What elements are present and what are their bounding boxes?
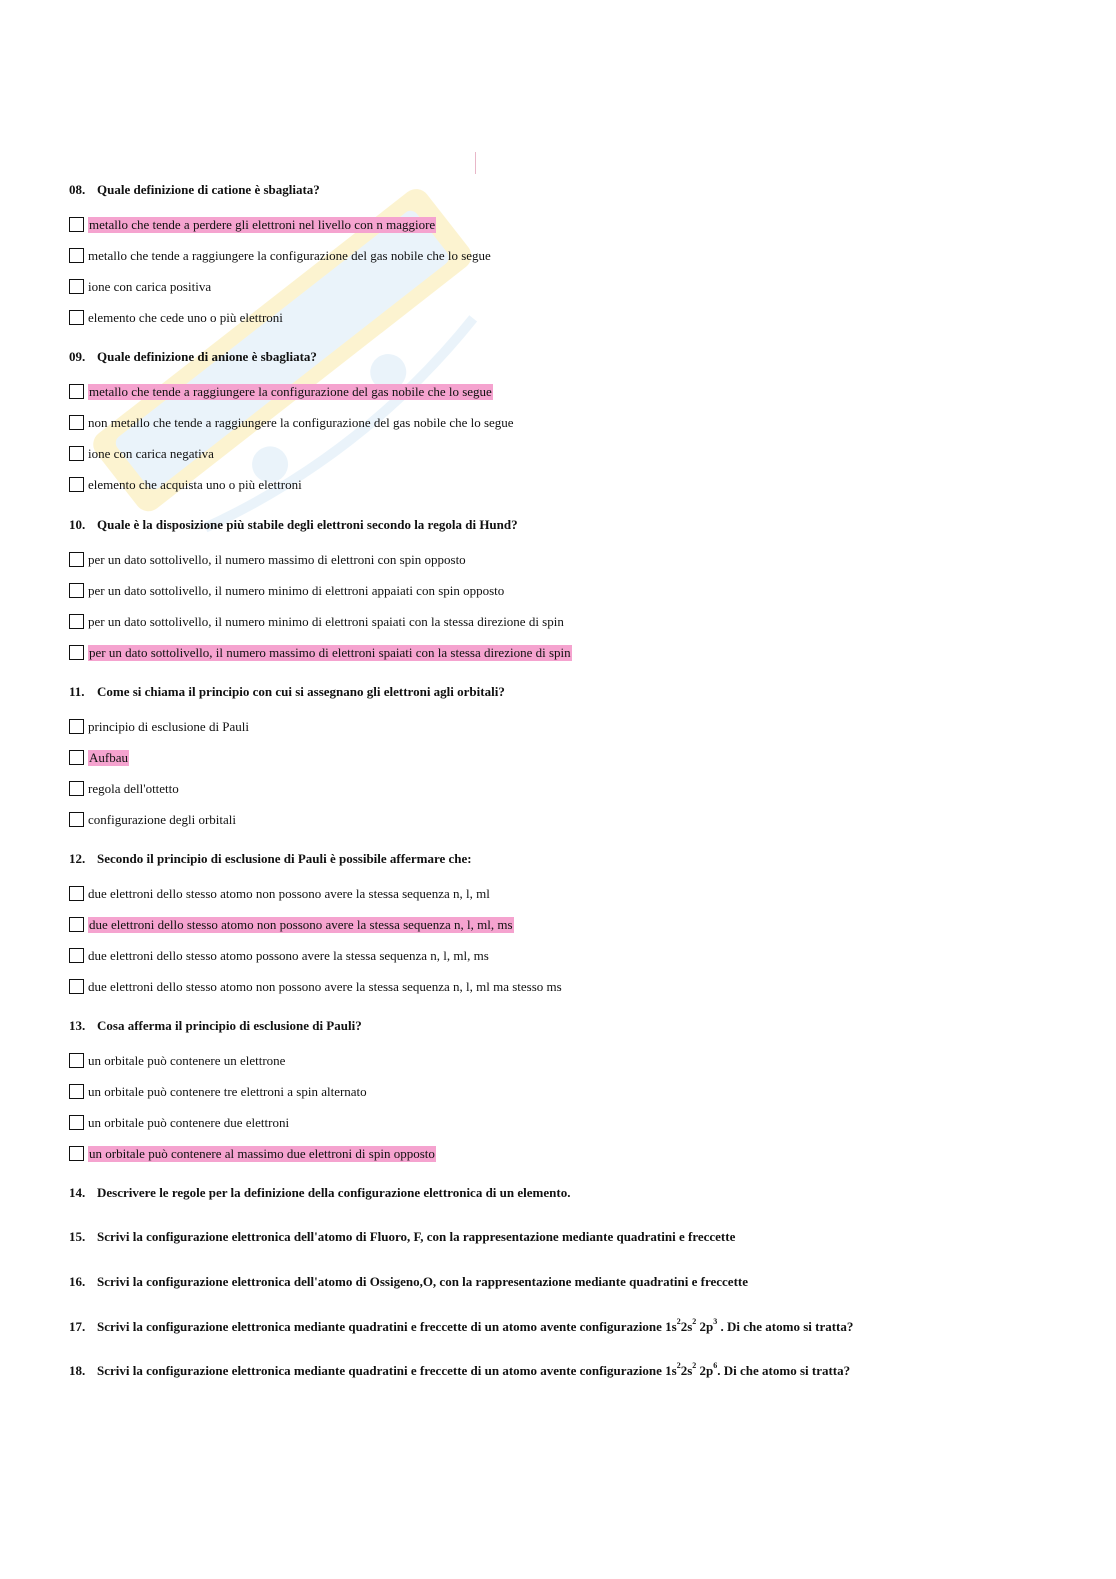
checkbox[interactable] xyxy=(69,552,84,567)
question-title xyxy=(69,683,1059,701)
question-number: 08. xyxy=(69,182,86,197)
answer-option[interactable] xyxy=(69,1138,1059,1169)
question-text-part: . Di che atomo si tratta? xyxy=(717,1319,854,1334)
question-17 xyxy=(69,1316,854,1335)
question-text: Secondo il principio di esclusione di Pauli è possibile affermare che: xyxy=(97,851,472,866)
checkbox[interactable] xyxy=(69,948,84,963)
option-text: non metallo che tende a raggiungere la configurazione del gas nobile che lo segue xyxy=(88,414,514,430)
question-title xyxy=(69,850,1059,868)
question-text-part: 2s xyxy=(680,1363,693,1378)
question-09 xyxy=(69,348,1059,500)
question-14 xyxy=(69,1185,570,1201)
option-text-highlighted: metallo che tende a raggiungere la configurazione del gas nobile che lo segue xyxy=(89,383,492,399)
checkbox[interactable] xyxy=(69,719,84,734)
answer-option[interactable] xyxy=(69,1045,1059,1076)
question-number: 11. xyxy=(69,684,85,699)
option-text: due elettroni dello stesso atomo non possono avere la stessa sequenza n, l, ml xyxy=(88,885,490,901)
question-title xyxy=(69,348,1059,366)
question-18 xyxy=(69,1360,851,1379)
question-number: 18. xyxy=(69,1363,86,1378)
option-text: un orbitale può contenere un elettrone xyxy=(88,1052,286,1068)
checkbox[interactable] xyxy=(69,781,84,796)
answer-option[interactable] xyxy=(69,209,1059,240)
option-text: elemento che cede uno o più elettroni xyxy=(88,309,283,325)
question-text: Quale definizione di catione è sbagliata? xyxy=(97,182,320,197)
checkbox[interactable] xyxy=(69,415,84,430)
checkbox[interactable] xyxy=(69,446,84,461)
answer-option[interactable] xyxy=(69,606,1059,637)
question-text: Descrivere le regole per la definizione della configurazione elettronica di un elemento. xyxy=(97,1185,571,1200)
answer-option[interactable] xyxy=(69,407,1059,438)
answer-option[interactable] xyxy=(69,637,1059,668)
question-text: Cosa afferma il principio di esclusione di Pauli? xyxy=(97,1018,362,1033)
answer-option[interactable] xyxy=(69,909,1059,940)
page-top-mark xyxy=(475,152,476,174)
option-text: configurazione degli orbitali xyxy=(88,811,237,827)
answer-option[interactable] xyxy=(69,940,1059,971)
checkbox[interactable] xyxy=(69,750,84,765)
option-text: metallo che tende a raggiungere la configurazione del gas nobile che lo segue xyxy=(88,247,491,263)
superscript: 2 xyxy=(676,1316,681,1326)
checkbox[interactable] xyxy=(69,812,84,827)
superscript: 3 xyxy=(713,1316,718,1326)
question-title xyxy=(69,516,1059,534)
question-text-part: 2p xyxy=(696,1319,714,1334)
checkbox[interactable] xyxy=(69,917,84,932)
checkbox[interactable] xyxy=(69,1146,84,1161)
checkbox[interactable] xyxy=(69,645,84,660)
answer-option[interactable] xyxy=(69,575,1059,606)
option-text-highlighted: due elettroni dello stesso atomo non possono avere la stessa sequenza n, l, ml, ms xyxy=(89,916,513,932)
option-text: due elettroni dello stesso atomo possono avere la stessa sequenza n, l, ml, ms xyxy=(88,947,489,963)
option-text: per un dato sottolivello, il numero minimo di elettroni appaiati con spin opposto xyxy=(88,582,505,598)
question-08 xyxy=(69,181,1059,333)
option-text: elemento che acquista uno o più elettroni xyxy=(88,476,302,492)
question-title xyxy=(69,181,1059,199)
question-number: 15. xyxy=(69,1229,86,1244)
question-number: 09. xyxy=(69,349,86,364)
checkbox[interactable] xyxy=(69,248,84,263)
question-number: 14. xyxy=(69,1185,86,1200)
question-11 xyxy=(69,683,1059,835)
answer-option[interactable] xyxy=(69,544,1059,575)
question-text: Scrivi la configurazione elettronica dell'atomo di Fluoro, F, con la rappresentazione mediante quadratini e freccette xyxy=(97,1229,736,1244)
superscript: 2 xyxy=(692,1360,697,1370)
answer-option[interactable] xyxy=(69,271,1059,302)
checkbox[interactable] xyxy=(69,1084,84,1099)
question-title xyxy=(69,1017,1059,1035)
question-text: Quale definizione di anione è sbagliata? xyxy=(97,349,317,364)
checkbox[interactable] xyxy=(69,979,84,994)
question-text: Come si chiama il principio con cui si assegnano gli elettroni agli orbitali? xyxy=(97,684,505,699)
question-text-part: 2p xyxy=(696,1363,714,1378)
answer-option[interactable] xyxy=(69,240,1059,271)
option-text: per un dato sottolivello, il numero minimo di elettroni spaiati con la stessa direzione di spin xyxy=(88,613,564,629)
question-number: 13. xyxy=(69,1018,86,1033)
option-text: regola dell'ottetto xyxy=(88,780,179,796)
option-text: ione con carica negativa xyxy=(88,445,214,461)
answer-option[interactable] xyxy=(69,1107,1059,1138)
checkbox[interactable] xyxy=(69,1115,84,1130)
checkbox[interactable] xyxy=(69,279,84,294)
question-number: 16. xyxy=(69,1274,86,1289)
question-16 xyxy=(69,1274,748,1290)
answer-option[interactable] xyxy=(69,773,1059,804)
question-10 xyxy=(69,516,1059,668)
option-text: per un dato sottolivello, il numero massimo di elettroni con spin opposto xyxy=(88,551,466,567)
answer-option[interactable] xyxy=(69,711,1059,742)
superscript: 6 xyxy=(713,1360,718,1370)
checkbox[interactable] xyxy=(69,310,84,325)
answer-option[interactable] xyxy=(69,742,1059,773)
option-text-highlighted: metallo che tende a perdere gli elettroni nel livello con n maggiore xyxy=(89,216,436,232)
answer-option[interactable] xyxy=(69,302,1059,333)
checkbox[interactable] xyxy=(69,886,84,901)
question-number: 10. xyxy=(69,517,86,532)
option-text-highlighted: un orbitale può contenere al massimo due elettroni di spin opposto xyxy=(89,1145,435,1161)
question-13 xyxy=(69,1017,1059,1169)
answer-option[interactable] xyxy=(69,438,1059,469)
answer-option[interactable] xyxy=(69,376,1059,407)
answer-option[interactable] xyxy=(69,804,1059,835)
option-text: un orbitale può contenere tre elettroni a spin alternato xyxy=(88,1083,367,1099)
checkbox[interactable] xyxy=(69,477,84,492)
question-number: 12. xyxy=(69,851,86,866)
answer-option[interactable] xyxy=(69,469,1059,500)
checkbox[interactable] xyxy=(69,583,84,598)
question-text-part: . Di che atomo si tratta? xyxy=(717,1363,851,1378)
answer-option[interactable] xyxy=(69,1076,1059,1107)
question-15 xyxy=(69,1229,735,1245)
question-text: Scrivi la configurazione elettronica mediante quadratini e freccette di un atomo avente configurazione 1s xyxy=(97,1363,677,1378)
question-text: Quale è la disposizione più stabile degli elettroni secondo la regola di Hund? xyxy=(97,517,518,532)
option-text: ione con carica positiva xyxy=(88,278,212,294)
question-text: Scrivi la configurazione elettronica dell'atomo di Ossigeno,O, con la rappresentazione mediante quadratini e freccette xyxy=(97,1274,748,1289)
question-12 xyxy=(69,850,1059,1002)
checkbox[interactable] xyxy=(69,614,84,629)
answer-option[interactable] xyxy=(69,878,1059,909)
option-text: due elettroni dello stesso atomo non possono avere la stessa sequenza n, l, ml ma stesso ms xyxy=(88,978,562,994)
option-text: un orbitale può contenere due elettroni xyxy=(88,1114,290,1130)
checkbox[interactable] xyxy=(69,1053,84,1068)
answer-option[interactable] xyxy=(69,971,1059,1002)
question-text: Scrivi la configurazione elettronica mediante quadratini e freccette di un atomo avente configurazione 1s xyxy=(97,1319,677,1334)
superscript: 2 xyxy=(692,1316,697,1326)
question-number: 17. xyxy=(69,1319,86,1334)
checkbox[interactable] xyxy=(69,384,84,399)
superscript: 2 xyxy=(676,1360,681,1370)
option-text: principio di esclusione di Pauli xyxy=(88,718,250,734)
question-text-part: 2s xyxy=(680,1319,693,1334)
option-text-highlighted: per un dato sottolivello, il numero massimo di elettroni spaiati con la stessa direzione di spin xyxy=(89,644,571,660)
checkbox[interactable] xyxy=(69,217,84,232)
option-text-highlighted: Aufbau xyxy=(89,749,128,765)
